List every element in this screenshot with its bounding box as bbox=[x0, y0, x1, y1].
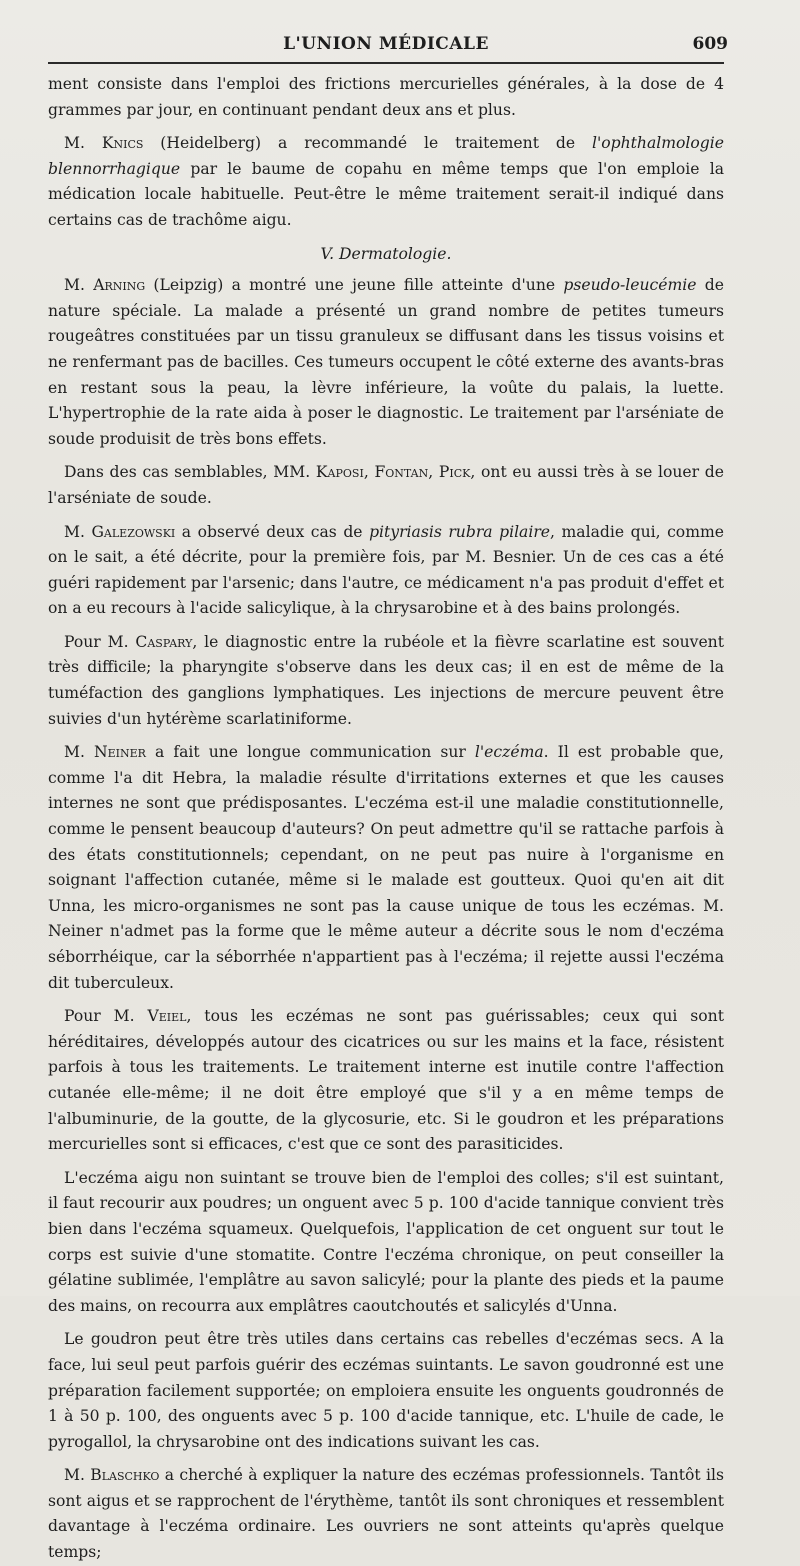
text-run: L'eczéma aigu non suintant se trouve bien de l'emploi des colles; s'il est suintant, il faut recourir aux poudres; un onguent avec 5 p. 100 d'acide tannique convient très bien dans l'eczéma squameux. Quelquefois, l'application de cet onguent sur tout le corps est suivie d'une stomatite. Contre l'eczéma chronique, on peut conseiller la gélatine sublimée, l'emplâtre au savon salicylé; pour la plante des pieds et la paume des mains, on recourra aux emplâtres caoutchoutés et salicylés d'Unna. bbox=[48, 1168, 724, 1315]
text-run: M. bbox=[64, 1466, 91, 1485]
header-rule bbox=[48, 62, 724, 64]
article-body bbox=[48, 72, 724, 1566]
italic-term: pseudo-leucémie bbox=[563, 276, 697, 295]
paragraph bbox=[48, 1463, 724, 1565]
author-name: Kaposi bbox=[315, 463, 364, 482]
text-run: par le baume de copahu en même temps que l'on emploie la médication locale habituelle. Peut-être le même traitement serait-il indiqué dans certains cas de trachôme aigu. bbox=[48, 159, 724, 229]
text-run: M. bbox=[64, 522, 92, 541]
paragraph bbox=[48, 630, 724, 732]
author-name: Arning bbox=[93, 276, 146, 295]
text-run: , bbox=[363, 463, 375, 482]
text-run: Pour M. bbox=[64, 1007, 148, 1026]
text-run: , tous les eczémas ne sont pas guérissables; ceux qui sont héréditaires, développés autour des cicatrices ou sur les mains et la face, résistent parfois à tous les traitements. Le traitement interne est inutile contre l'affection cutanée elle-même; il ne doit être employé que s'il y a en même temps de l'albuminurie, de la goutte, de la glycosurie, etc. Si le goudron et les préparations mercurielles sont si efficaces, c'est que ce sont des parasiticides. bbox=[48, 1007, 724, 1154]
text-run: Le goudron peut être très utiles dans certains cas rebelles d'eczémas secs. A la face, lui seul peut parfois guérir des eczémas suintants. Le savon goudronné est une préparation facilement supportée; on emploiera ensuite les onguents goudronnés de 1 à 50 p. 100, des onguents avec 5 p. 100 d'acide tannique, etc. L'huile de cade, le pyrogallol, la chrysarobine ont des indications suivant les cas. bbox=[48, 1330, 724, 1451]
page-number: 609 bbox=[692, 34, 728, 54]
italic-term: l'eczéma bbox=[474, 743, 544, 762]
italic-term: Dermatologie. bbox=[338, 244, 452, 263]
paragraph bbox=[48, 1166, 724, 1320]
paragraph bbox=[48, 520, 724, 622]
text-run: a observé deux cas de bbox=[175, 522, 370, 541]
author-name: Blaschko bbox=[90, 1466, 160, 1485]
text-run: , maladie qui, comme on le sait, a été décrite, pour la première fois, par M. Besnier. Un de ces cas a été guéri rapidement par l'arsenic; dans l'autre, ce médicament n'a pas produit d'effet et on a eu recours à l'acide salicylique, à la chrysarobine et à des bains prolongés. bbox=[48, 522, 724, 618]
author-name: Neiner bbox=[93, 743, 146, 762]
text-run: a cherché à expliquer la nature des eczémas professionnels. Tantôt ils sont aigus et se rapprochent de l'érythème, tantôt ils sont chroniques et ressemblent davantage à l'eczéma ordinaire. Les ouvriers ne sont atteints qu'après quelque temps; bbox=[48, 1466, 724, 1562]
text-run: a fait une longue communication sur bbox=[145, 743, 475, 762]
paragraph bbox=[48, 131, 724, 233]
author-name: Pick bbox=[438, 463, 471, 482]
text-run: , le diagnostic entre la rubéole et la fièvre scarlatine est souvent très difficile; la pharyngite s'observe dans les deux cas; il en est de même de la tuméfaction des ganglions lymphatiques. Les injections de mercure peuvent être suivies d'un hytérème scarlatiniforme. bbox=[48, 632, 724, 728]
text-run: M. bbox=[64, 743, 94, 762]
paragraph bbox=[48, 1004, 724, 1158]
author-name: Veiel bbox=[147, 1007, 187, 1026]
text-run: M. bbox=[64, 276, 94, 295]
text-run: (Heidelberg) a recommandé le traitement de bbox=[143, 134, 592, 153]
paragraph bbox=[48, 1327, 724, 1455]
paragraph bbox=[48, 740, 724, 996]
author-name: Knics bbox=[101, 134, 144, 153]
text-run: Dans des cas semblables, MM. bbox=[64, 463, 316, 482]
text-run: de nature spéciale. La malade a présenté un grand nombre de petites tumeurs rougeâtres constituées par un tissu granuleux se diffusant dans les tissus voisins et ne renfermant pas de bacilles. Ces tumeurs occupent le côté externe des avants-bras en restant sous la peau, la lèvre inférieure, la voûte du palais, la luette. L'hypertrophie de la rate aida à poser le diagnostic. Le traitement par l'arséniate de soude produisit de très bons effets. bbox=[48, 276, 724, 448]
text-run: ment consiste dans l'emploi des frictions mercurielles générales, à la dose de 4 grammes par jour, en continuant pendant deux ans et plus. bbox=[48, 75, 724, 119]
text-run: V. bbox=[320, 244, 339, 263]
running-head bbox=[48, 30, 728, 60]
author-name: Galezowski bbox=[91, 522, 176, 541]
text-run: , ont eu aussi très à se louer de l'arséniate de soude. bbox=[48, 463, 724, 507]
text-run: , bbox=[428, 463, 439, 482]
text-run: . Il est probable que, comme l'a dit Hebra, la maladie résulte d'irritations externes et que les causes internes ne sont que prédisposantes. L'eczéma est-il une maladie constitutionnelle, comme le pensent beaucoup d'auteurs? On peut admettre qu'il se rattache parfois à des états constitutionnels; cependant, on ne peut pas nuire à l'organisme en soignant l'affection cutanée, même si le malade est goutteux. Quoi qu'en ait dit Unna, les micro-organismes ne sont pas la cause unique de tous les eczémas. M. Neiner n'admet pas la forme que le même auteur a décrite sous le nom d'eczéma séborrhéique, car la séborrhée n'appartient pas à l'eczéma; il rejette aussi l'eczéma dit tuberculeux. bbox=[48, 743, 724, 992]
section-heading bbox=[48, 242, 724, 268]
paragraph bbox=[48, 72, 724, 123]
text-run: Pour M. bbox=[64, 632, 136, 651]
journal-title: L'UNION MÉDICALE bbox=[283, 34, 489, 54]
text-run: M. bbox=[64, 134, 102, 153]
italic-term: l'ophthalmologie blennorrhagique bbox=[48, 134, 724, 178]
author-name: Caspary bbox=[135, 632, 193, 651]
text-run: (Leipzig) a montré une jeune fille atteinte d'une bbox=[145, 276, 564, 295]
author-name: Fontan bbox=[374, 463, 429, 482]
italic-term: pityriasis rubra pilaire bbox=[369, 522, 551, 541]
paragraph bbox=[48, 460, 724, 511]
paragraph bbox=[48, 273, 724, 452]
